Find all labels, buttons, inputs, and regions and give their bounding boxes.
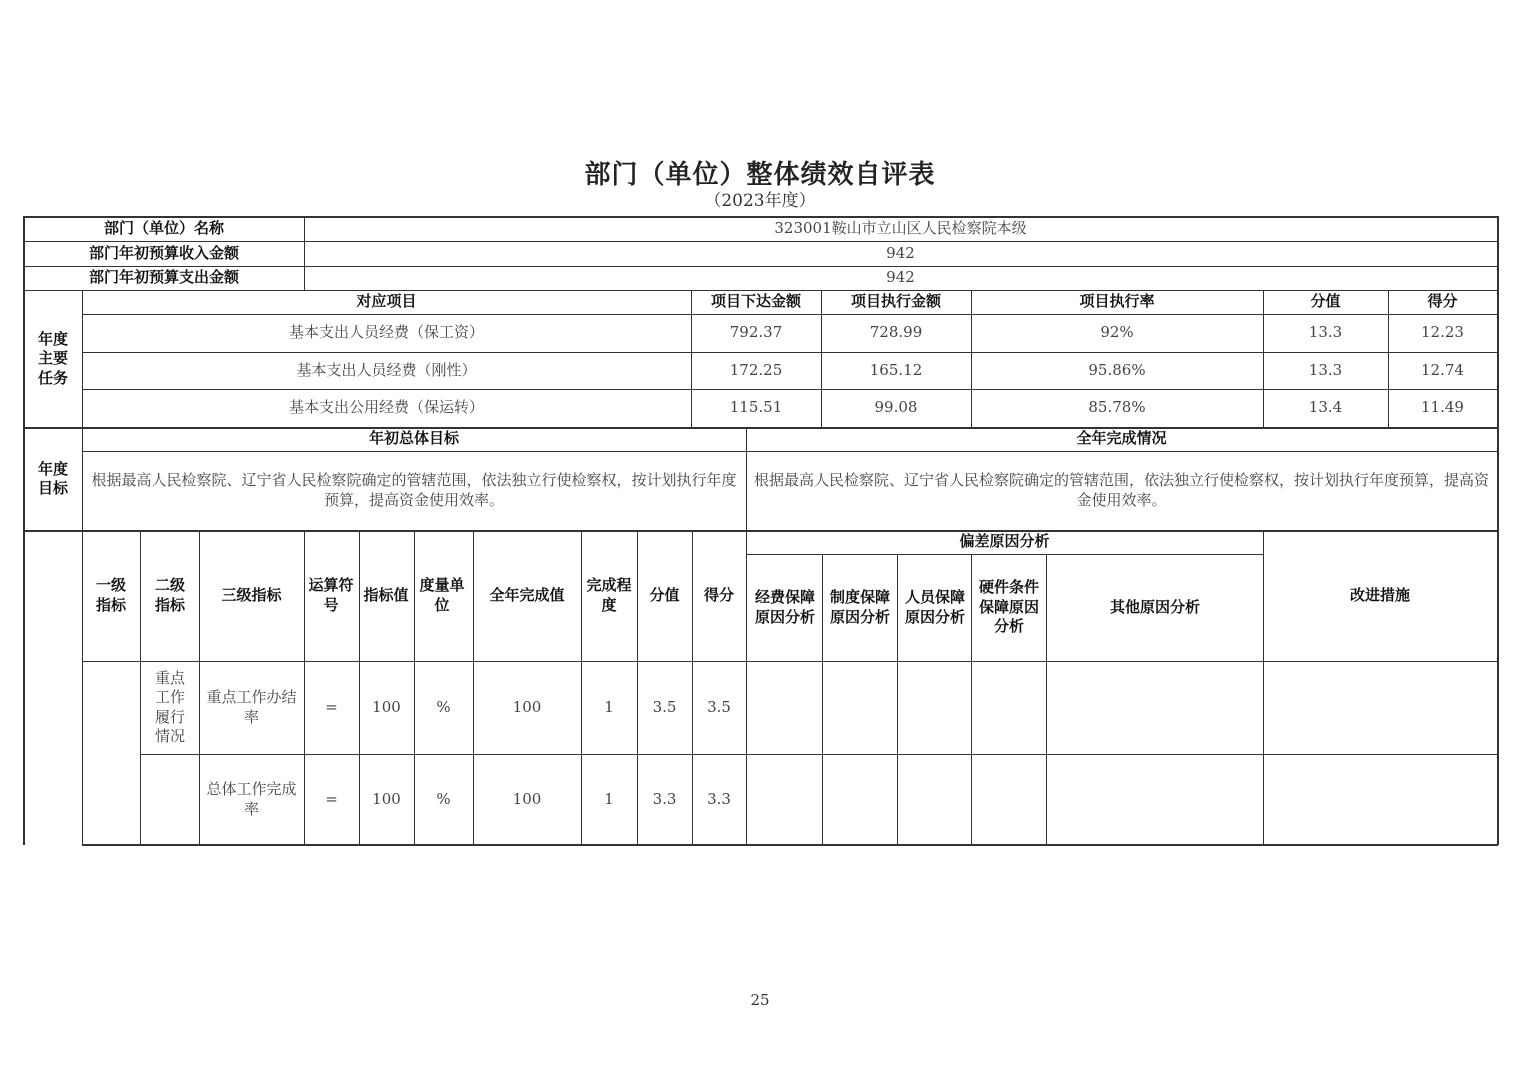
v-rule <box>1388 290 1389 427</box>
deviation-system: 制度保障原因分析 <box>829 588 890 626</box>
h-rule <box>746 554 1263 555</box>
v-rule <box>304 530 305 845</box>
v-rule <box>746 427 747 845</box>
deviation-hardware: 硬件条件保障原因分析 <box>978 578 1039 636</box>
v-rule <box>971 554 972 845</box>
v-rule <box>1263 290 1264 427</box>
v-rule <box>359 530 360 845</box>
dept-name-label: 部门（单位）名称 <box>103 219 224 238</box>
tasks-col-score: 得分 <box>1427 292 1458 311</box>
v-rule <box>1497 216 1499 845</box>
dept-name-value: 323001鞍山市立山区人民检察院本级 <box>774 219 1027 238</box>
ind-row-1-operator: = <box>325 697 338 716</box>
ind-row-1-actual: 100 <box>512 697 542 716</box>
task-row-3-project: 基本支出公用经费（保运转） <box>288 398 484 417</box>
ind-row-2-score-value: 3.3 <box>652 789 677 808</box>
v-rule <box>971 290 972 427</box>
h-rule <box>82 314 1497 315</box>
page-subtitle: （2023年度） <box>704 191 816 211</box>
ind-row-2-score: 3.3 <box>707 789 731 808</box>
deviation-funding: 经费保障原因分析 <box>754 588 815 626</box>
h-rule <box>23 266 1497 267</box>
expense-value: 942 <box>886 268 915 287</box>
initial-goal-text: 根据最高人民检察院、辽宁省人民检察院确定的管辖范围，依法独立行使检察权，按计划执行年度预算，提高资金使用效率。 <box>91 471 737 509</box>
ind-row-1-level3: 重点工作办结率 <box>206 688 297 726</box>
task-row-3-executed: 99.08 <box>874 398 918 417</box>
ind-col-actual: 全年完成值 <box>489 585 565 604</box>
initial-goal-header: 年初总体目标 <box>368 429 459 448</box>
v-rule <box>473 530 474 845</box>
deviation-other: 其他原因分析 <box>1109 597 1200 616</box>
ind-col-score-value: 分值 <box>649 585 680 604</box>
task-row-2-executed: 165.12 <box>869 360 923 379</box>
task-row-3-rate: 85.78% <box>1088 398 1146 417</box>
completion-header: 全年完成情况 <box>1076 429 1167 448</box>
task-row-3-score: 11.49 <box>1421 398 1464 417</box>
h-rule <box>82 844 1498 846</box>
task-row-1-score-value: 13.3 <box>1308 323 1343 342</box>
ind-col-degree: 完成程度 <box>586 576 632 614</box>
completion-text: 根据最高人民检察院、辽宁省人民检察院确定的管辖范围，依法独立行使检察权，按计划执行年度预算，提高资金使用效率。 <box>753 471 1489 509</box>
page-number: 25 <box>750 991 770 1009</box>
h-rule <box>82 389 1497 390</box>
income-value: 942 <box>886 243 915 262</box>
v-rule <box>1263 530 1264 845</box>
tasks-col-project: 对应项目 <box>356 292 417 311</box>
task-row-1-executed: 728.99 <box>869 323 923 342</box>
task-row-1-rate: 92% <box>1100 323 1134 342</box>
ind-col-unit: 度量单位 <box>419 576 465 614</box>
v-rule <box>821 290 822 427</box>
ind-col-level1: 一级指标 <box>95 576 126 614</box>
ind-col-operator: 运算符号 <box>308 576 354 614</box>
ind-row-1-unit: % <box>436 697 451 716</box>
ind-col-level2: 二级指标 <box>154 576 185 614</box>
task-row-2-rate: 95.86% <box>1088 360 1146 379</box>
h-rule <box>23 530 1497 532</box>
task-row-2-allocated: 172.25 <box>729 360 783 379</box>
page-title: 部门（单位）整体绩效自评表 <box>584 160 936 190</box>
task-row-2-score: 12.74 <box>1421 360 1464 379</box>
v-rule <box>822 554 823 845</box>
deviation-header: 偏差原因分析 <box>959 532 1050 551</box>
h-rule <box>82 352 1497 353</box>
h-rule <box>82 661 1497 662</box>
ind-row-2-level3: 总体工作完成率 <box>206 780 297 818</box>
v-rule <box>414 530 415 845</box>
ind-row-1-target: 100 <box>372 697 401 716</box>
tasks-col-executed: 项目执行金额 <box>850 292 941 311</box>
ind-row-2-actual: 100 <box>512 789 542 808</box>
v-rule <box>304 216 305 290</box>
ind-row-2-level2 <box>148 754 192 845</box>
deviation-personnel: 人员保障原因分析 <box>904 588 965 626</box>
ind-row-1-degree: 1 <box>604 697 614 716</box>
tasks-col-rate: 项目执行率 <box>1079 292 1155 311</box>
ind-row-2-unit: % <box>436 789 451 808</box>
v-rule <box>692 530 693 845</box>
v-rule <box>199 530 200 845</box>
task-row-1-project: 基本支出人员经费（保工资） <box>288 323 484 342</box>
task-row-1-score: 12.23 <box>1421 323 1464 342</box>
h-rule <box>23 216 1498 218</box>
h-rule <box>140 754 1497 755</box>
task-row-2-score-value: 13.3 <box>1308 360 1343 379</box>
v-rule <box>1046 554 1047 845</box>
v-rule <box>691 290 692 427</box>
v-rule <box>82 290 83 845</box>
ind-col-level3: 三级指标 <box>221 585 282 604</box>
income-label: 部门年初预算收入金额 <box>88 243 239 262</box>
tasks-col-allocated: 项目下达金额 <box>710 292 801 311</box>
h-rule <box>82 451 1497 452</box>
ind-col-target: 指标值 <box>363 585 409 604</box>
ind-row-1-score-value: 3.5 <box>652 697 677 716</box>
improvement-header: 改进措施 <box>1349 585 1410 604</box>
ind-row-1-level2: 重点工作履行情况 <box>154 668 185 745</box>
task-row-1-allocated: 792.37 <box>729 323 783 342</box>
tasks-col-score-value: 分值 <box>1310 292 1341 311</box>
v-rule <box>897 554 898 845</box>
ind-row-2-operator: = <box>325 789 338 808</box>
task-row-2-project: 基本支出人员经费（刚性） <box>296 360 477 379</box>
annual-tasks-label: 年度主要任务 <box>37 329 68 387</box>
v-rule <box>637 530 638 845</box>
ind-col-score: 得分 <box>703 585 734 604</box>
ind-row-2-degree: 1 <box>604 789 614 808</box>
ind-row-1-score: 3.5 <box>707 697 731 716</box>
task-row-3-allocated: 115.51 <box>729 398 783 417</box>
h-rule <box>23 290 1497 291</box>
annual-goal-label: 年度目标 <box>37 459 68 497</box>
ind-row-1-level1 <box>82 661 140 754</box>
h-rule <box>23 241 1497 242</box>
ind-row-2-target: 100 <box>372 789 401 808</box>
h-rule <box>23 427 1497 429</box>
v-rule <box>140 530 141 845</box>
v-rule <box>581 530 582 845</box>
expense-label: 部门年初预算支出金额 <box>88 268 239 287</box>
task-row-3-score-value: 13.4 <box>1308 398 1343 417</box>
